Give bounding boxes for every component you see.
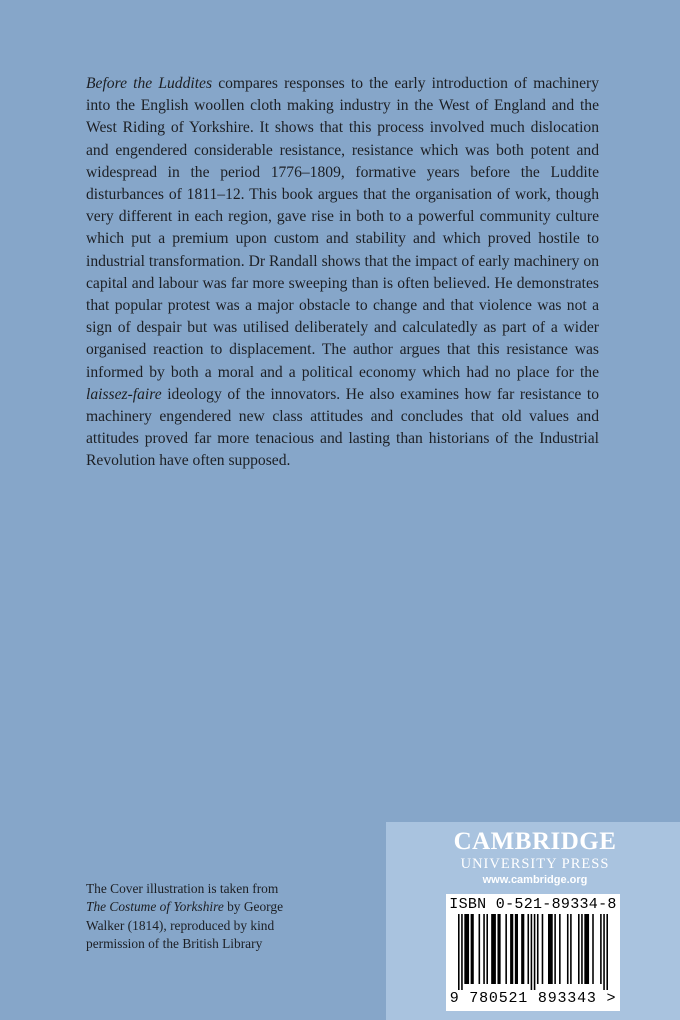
barcode-bar (486, 914, 488, 984)
credit-source-title: The Costume of Yorkshire (86, 899, 224, 915)
cover-illustration-credit (86, 880, 296, 953)
isbn-label: ISBN 0-521-89334-8 (449, 896, 617, 913)
barcode-bar (464, 914, 469, 984)
barcode-bar (497, 914, 500, 984)
barcode-bar (592, 914, 594, 984)
barcode-bar (567, 914, 569, 984)
barcode-bar (548, 914, 553, 984)
barcode-bar (531, 914, 533, 990)
barcode-bars (458, 914, 608, 990)
credit-suffix: by George Walker (1814), reproduced by kind permission of the British Library (86, 899, 284, 951)
barcode-bar (458, 914, 460, 990)
barcode-bar (581, 914, 583, 984)
barcode-bar (510, 914, 513, 984)
barcode-bar (515, 914, 518, 984)
barcode-bar (491, 914, 496, 984)
barcode-bar (570, 914, 572, 984)
credit-paragraph (86, 880, 296, 953)
barcode-bar (603, 914, 605, 990)
ean-digits: 9 780521 893343 > (449, 990, 617, 1007)
publisher-name-line-2: UNIVERSITY PRESS (460, 856, 610, 872)
publisher-url: www.cambridge.org (482, 874, 588, 886)
barcode-bar (600, 914, 602, 984)
barcode-bar (584, 914, 589, 984)
blurb-text-part-1: compares responses to the early introduction of machinery into the English woollen cloth making industry in the West of England and the West Riding of Yorkshire. It shows that this process involved much dislocation and engendered considerable resistance, resistance which was both potent and widespread in the period 1776–1809, formative years before the Luddite disturbances of 1811–12. This book argues that the organisation of work, though very different in each region, gave rise in both to a powerful community culture which put a premium upon custom and stability and which proved hostile to industrial transformation. Dr Randall shows that the impact of early machinery on capital and labour was far more sweeping than is often believed. He demonstrates that popular protest was a major obstacle to change and that violence was not a sign of despair but was utilised deliberately and calculatedly as part of a wider organised reaction to displacement. The author argues that this resistance was informed by both a moral and a political economy which had no place for the (86, 75, 599, 381)
back-cover-blurb (86, 73, 599, 473)
barcode-bar (537, 914, 539, 984)
barcode-bar (534, 914, 536, 990)
publisher-name-line-1: CAMBRIDGE (453, 828, 617, 855)
laissez-faire-term: laissez-faire (86, 385, 162, 403)
barcode-bar (606, 914, 608, 990)
publisher-panel (386, 822, 680, 1020)
barcode-bar (479, 914, 481, 984)
blurb-paragraph (86, 73, 599, 473)
blurb-text-part-2: ideology of the innovators. He also examines how far resistance to machinery engendered new class attitudes and concludes that old values and attitudes proved far more tenacious and lasting than historians of the Industrial Revolution have often supposed. (86, 385, 599, 470)
publisher-logo (447, 828, 623, 872)
barcode-bar (527, 914, 529, 984)
credit-prefix: The Cover illustration is taken from (86, 881, 279, 896)
barcode-bar (542, 914, 544, 984)
barcode-bar (559, 914, 561, 984)
barcode-bar (471, 914, 474, 984)
barcode-bar (554, 914, 556, 984)
isbn-barcode (446, 894, 620, 1011)
barcode-bar (461, 914, 463, 990)
book-title: Before the Luddites (86, 75, 213, 92)
barcode-bar (505, 914, 507, 984)
barcode-bar (578, 914, 580, 984)
barcode-bar (521, 914, 524, 984)
barcode-bar (483, 914, 485, 984)
